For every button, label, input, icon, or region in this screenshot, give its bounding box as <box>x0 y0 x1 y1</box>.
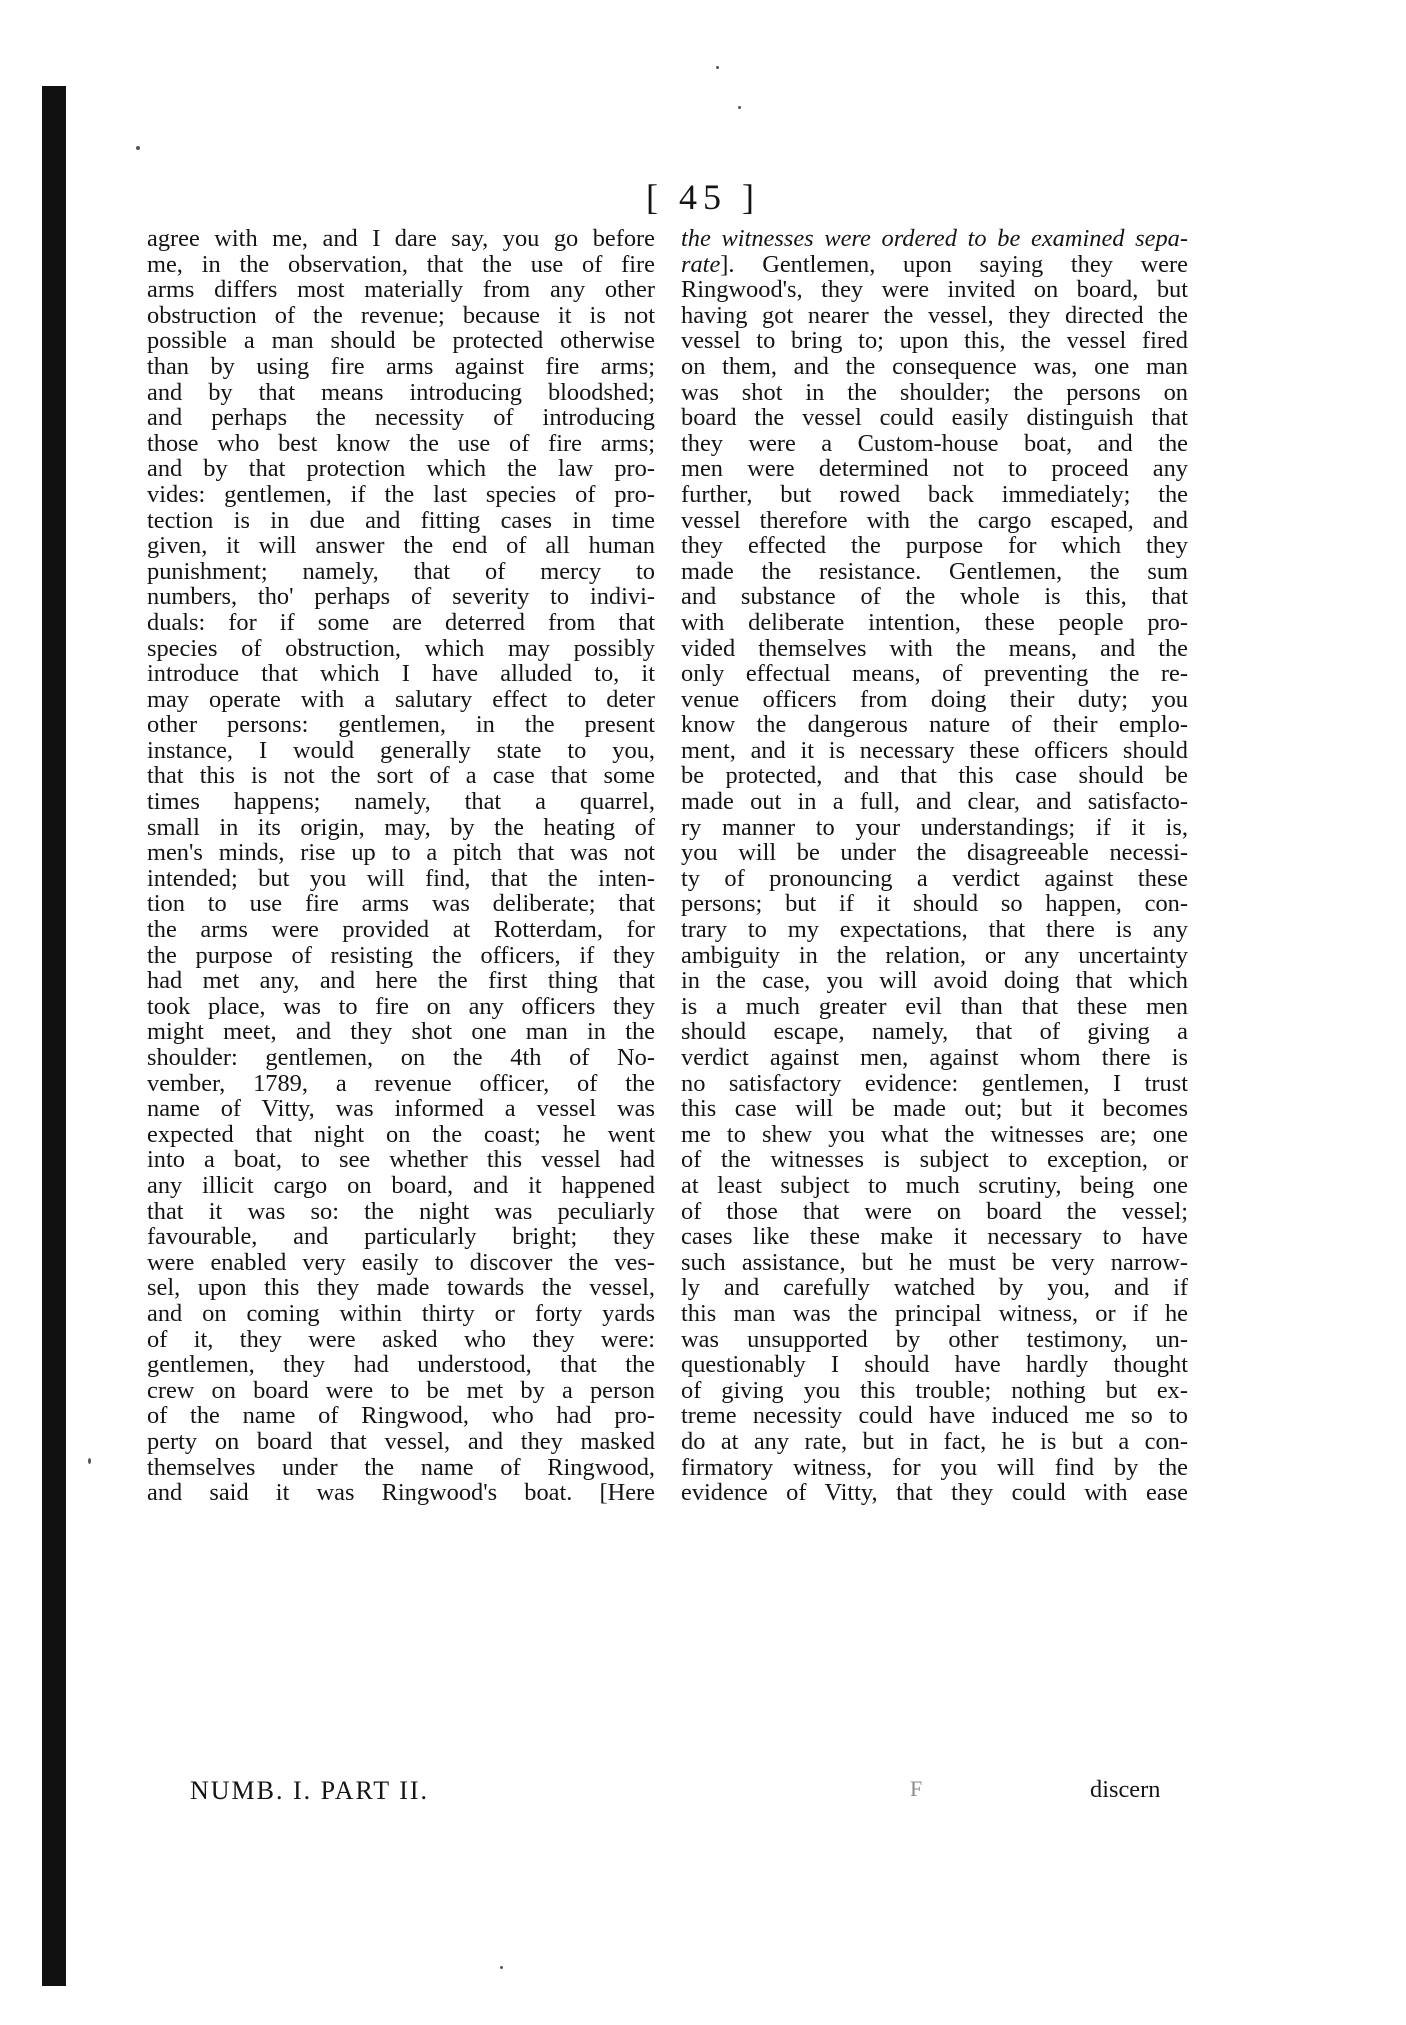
text-line: no satisfactory evidence: gentlemen, I trust <box>681 1070 1188 1097</box>
text-line: the purpose of resisting the officers, if they <box>147 942 655 969</box>
binding-edge <box>42 86 66 1986</box>
text-line: Ringwood's, they were invited on board, but <box>681 277 1188 303</box>
text-line: agree with me, and I dare say, you go before <box>147 226 655 252</box>
text-line: at least subject to much scrutiny, being one <box>681 1172 1188 1199</box>
sheet-mark: F <box>910 1776 923 1801</box>
text-line: questionably I should have hardly thought <box>681 1352 1188 1378</box>
text-line: instance, I would generally state to you, <box>147 737 655 764</box>
text-line: sel, upon this they made towards the vessel, <box>147 1275 655 1301</box>
text-line: may operate with a salutary effect to deter <box>147 686 655 713</box>
print-speck <box>136 146 140 150</box>
text-line: only effectual means, of preventing the re- <box>681 661 1188 687</box>
text-line: tion to use fire arms was deliberate; that <box>147 891 655 918</box>
text-line: do at any rate, but in fact, he is but a con- <box>681 1428 1188 1455</box>
text-line: shoulder: gentlemen, on the 4th of No- <box>147 1045 655 1071</box>
text-line: vided themselves with the means, and the <box>681 635 1188 662</box>
text-line: and by that means introducing bloodshed; <box>147 379 655 406</box>
print-speck <box>500 1966 503 1969</box>
text-line-rest: ]. Gentlemen, upon saying they were <box>720 251 1188 278</box>
text-line: be protected, and that this case should be <box>681 763 1188 790</box>
italic-stage-direction: the witnesses were ordered to be examined sepa- <box>681 226 1188 252</box>
text-line: trary to my expectations, that there is any <box>681 917 1188 943</box>
text-line: favourable, and particularly bright; they <box>147 1224 655 1250</box>
text-line: men were determined not to proceed any <box>681 456 1188 482</box>
text-line: numbers, tho' perhaps of severity to indivi- <box>147 584 655 610</box>
italic-stage-direction-end: rate <box>681 251 721 278</box>
text-line: such assistance, but he must be very narrow- <box>681 1249 1188 1276</box>
text-line: crew on board were to be met by a person <box>147 1377 655 1404</box>
text-line: men's minds, rise up to a pitch that was not <box>147 840 655 866</box>
text-line: board the vessel could easily distinguish that <box>681 405 1188 431</box>
text-line: vides: gentlemen, if the last species of pro- <box>147 481 655 508</box>
text-line: ty of pronouncing a verdict against these <box>681 865 1188 892</box>
text-line: me, in the observation, that the use of fire <box>147 251 655 278</box>
text-line: perty on board that vessel, and they masked <box>147 1428 655 1455</box>
text-line: verdict against men, against whom there is <box>681 1045 1188 1071</box>
text-line: made out in a full, and clear, and satisfacto- <box>681 789 1188 815</box>
text-line: times happens; namely, that a quarrel, <box>147 789 655 815</box>
text-line: into a boat, to see whether this vessel had <box>147 1147 655 1173</box>
text-column-right <box>681 226 1188 1506</box>
text-line <box>681 252 1188 278</box>
text-line: intended; but you will find, that the inten- <box>147 865 655 892</box>
text-line: cases like these make it necessary to have <box>681 1224 1188 1250</box>
text-line: those who best know the use of fire arms; <box>147 430 655 457</box>
text-line: you will be under the disagreeable necessi- <box>681 840 1188 866</box>
text-line: obstruction of the revenue; because it is not <box>147 302 655 329</box>
text-line: possible a man should be protected otherwise <box>147 328 655 354</box>
text-line: might meet, and they shot one man in the <box>147 1019 655 1045</box>
page-number: [ 45 ] <box>646 177 760 217</box>
text-line: of it, they were asked who they were: <box>147 1326 655 1353</box>
text-line: ment, and it is necessary these officers should <box>681 737 1188 764</box>
text-line: that this is not the sort of a case that some <box>147 763 655 790</box>
print-speck <box>716 66 719 69</box>
text-line: and said it was Ringwood's boat. [Here <box>147 1480 655 1506</box>
text-line: themselves under the name of Ringwood, <box>147 1454 655 1481</box>
text-line: were enabled very easily to discover the ves- <box>147 1249 655 1276</box>
text-line: and substance of the whole is this, that <box>681 584 1188 610</box>
text-line: that it was so: the night was peculiarly <box>147 1198 655 1225</box>
text-line: punishment; namely, that of mercy to <box>147 558 655 585</box>
text-line: evidence of Vitty, that they could with ease <box>681 1480 1188 1506</box>
print-speck <box>88 1458 91 1464</box>
text-line: with deliberate intention, these people pro- <box>681 609 1188 636</box>
text-line: venue officers from doing their duty; you <box>681 686 1188 713</box>
text-line: treme necessity could have induced me so to <box>681 1403 1188 1429</box>
text-line: vessel to bring to; upon this, the vessel fired <box>681 328 1188 354</box>
text-line: should escape, namely, that of giving a <box>681 1019 1188 1045</box>
text-line: ly and carefully watched by you, and if <box>681 1275 1188 1301</box>
text-line: vessel therefore with the cargo escaped, and <box>681 507 1188 534</box>
text-column-left <box>147 226 655 1506</box>
text-line: given, it will answer the end of all human <box>147 533 655 559</box>
text-line: having got nearer the vessel, they directed the <box>681 302 1188 329</box>
text-line: firmatory witness, for you will find by the <box>681 1454 1188 1481</box>
text-line: know the dangerous nature of their emplo- <box>681 712 1188 738</box>
text-line: name of Vitty, was informed a vessel was <box>147 1096 655 1122</box>
text-line: made the resistance. Gentlemen, the sum <box>681 558 1188 585</box>
text-line: the arms were provided at Rotterdam, for <box>147 917 655 943</box>
text-line: of the witnesses is subject to exception, or <box>681 1147 1188 1173</box>
text-line: this case will be made out; but it becomes <box>681 1096 1188 1122</box>
text-line: than by using fire arms against fire arms; <box>147 353 655 380</box>
text-line: ambiguity in the relation, or any uncertainty <box>681 942 1188 969</box>
text-line: they effected the purpose for which they <box>681 533 1188 559</box>
text-line: and on coming within thirty or forty yards <box>147 1300 655 1327</box>
text-line: they were a Custom-house boat, and the <box>681 430 1188 457</box>
catchword: discern <box>1090 1776 1161 1803</box>
signature-mark: NUMB. I. PART II. <box>190 1776 430 1805</box>
text-line: introduce that which I have alluded to, it <box>147 661 655 687</box>
text-line: and by that protection which the law pro- <box>147 456 655 482</box>
text-line: was unsupported by other testimony, un- <box>681 1326 1188 1353</box>
text-line <box>681 226 1188 252</box>
text-line: on them, and the consequence was, one man <box>681 353 1188 380</box>
text-line: in the case, you will avoid doing that which <box>681 968 1188 994</box>
text-line: arms differs most materially from any other <box>147 277 655 303</box>
text-line: further, but rowed back immediately; the <box>681 481 1188 508</box>
text-line: other persons: gentlemen, in the present <box>147 712 655 738</box>
text-line: tection is in due and fitting cases in time <box>147 507 655 534</box>
text-line: duals: for if some are deterred from that <box>147 609 655 636</box>
text-line: expected that night on the coast; he went <box>147 1121 655 1148</box>
text-line: took place, was to fire on any officers they <box>147 993 655 1020</box>
text-line: was shot in the shoulder; the persons on <box>681 379 1188 406</box>
text-line: and perhaps the necessity of introducing <box>147 405 655 431</box>
text-line: this man was the principal witness, or if he <box>681 1300 1188 1327</box>
text-line: of giving you this trouble; nothing but ex- <box>681 1377 1188 1404</box>
text-line: ry manner to your understandings; if it is, <box>681 814 1188 841</box>
text-line: vember, 1789, a revenue officer, of the <box>147 1070 655 1097</box>
text-line: any illicit cargo on board, and it happened <box>147 1172 655 1199</box>
text-line: me to shew you what the witnesses are; one <box>681 1121 1188 1148</box>
text-line: had met any, and here the first thing that <box>147 968 655 994</box>
text-line: species of obstruction, which may possibly <box>147 635 655 662</box>
text-line: small in its origin, may, by the heating of <box>147 814 655 841</box>
text-line: of the name of Ringwood, who had pro- <box>147 1403 655 1429</box>
text-line: persons; but if it should so happen, con- <box>681 891 1188 918</box>
text-line: of those that were on board the vessel; <box>681 1198 1188 1225</box>
text-line: is a much greater evil than that these men <box>681 993 1188 1020</box>
text-line: gentlemen, they had understood, that the <box>147 1352 655 1378</box>
print-speck <box>738 106 741 109</box>
